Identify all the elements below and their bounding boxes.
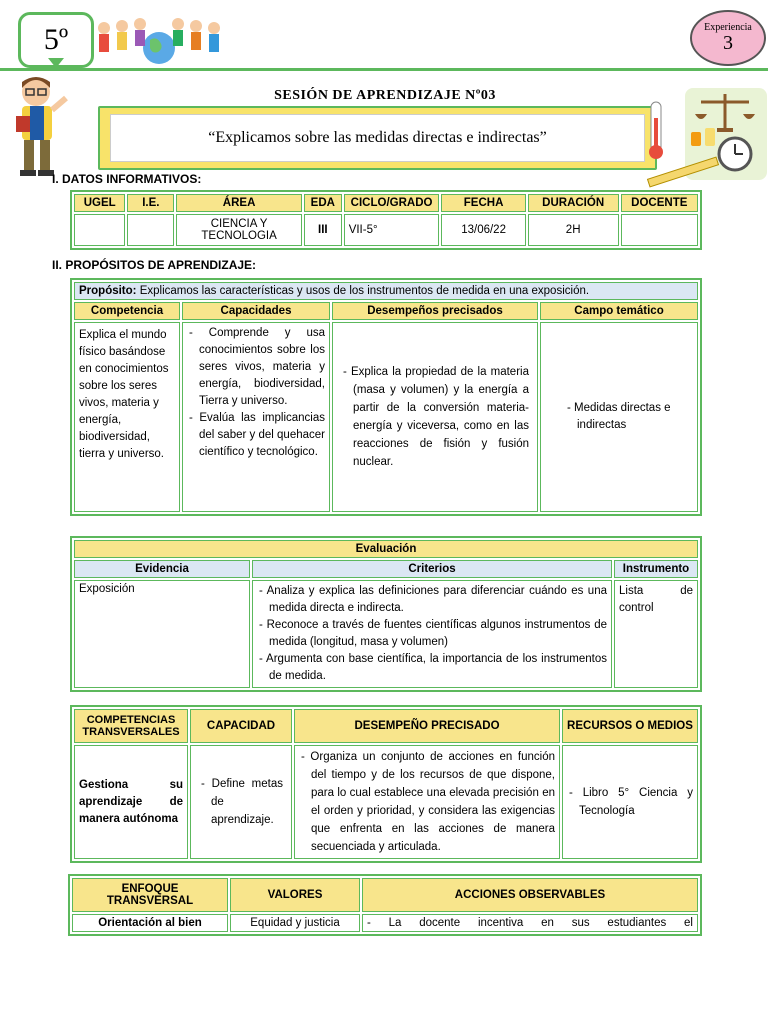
col-docente: DOCENTE (621, 194, 698, 212)
desempeno-transversal-cell (294, 745, 560, 859)
evidencia-cell: Exposición (74, 580, 250, 688)
enfoque-body-row (72, 914, 698, 932)
col-ciclo: CICLO/GRADO (344, 194, 440, 212)
docente-value (621, 214, 698, 246)
fecha-value: 13/06/22 (441, 214, 525, 246)
teacher-illustration (8, 72, 74, 180)
desempeno-text: - Explica la propiedad de la materia (masa y volumen) y la energía a partir de la conversión materia-energía y viceversa, como en las reacciones de fisión y fusión nuclear. (343, 366, 529, 468)
propositos-header-row (74, 302, 698, 320)
proposito-label: Propósito: (79, 285, 137, 297)
col-capacidad: CAPACIDAD (190, 709, 292, 743)
evaluacion-header-row (74, 560, 698, 578)
col-fecha: FECHA (441, 194, 525, 212)
col-desempenos: Desempeños precisados (332, 302, 538, 320)
col-competencias-transversales: COMPETENCIAS TRANSVERSALES (74, 709, 188, 743)
capacidad-transversal-cell (190, 745, 292, 859)
col-recursos: RECURSOS O MEDIOS (562, 709, 698, 743)
col-evidencia: Evidencia (74, 560, 250, 578)
evaluacion-table (70, 536, 702, 692)
eda-value: III (304, 214, 342, 246)
datos-table (70, 190, 702, 250)
instrumento-cell: Lista de control (614, 580, 698, 688)
section-propositos-heading: II. PROPÓSITOS DE APRENDIZAJE: (52, 258, 257, 272)
ugel-value (74, 214, 125, 246)
capacidad-transversal-text: - Define metas de aprendizaje. (201, 778, 283, 826)
section-datos-heading: I. DATOS INFORMATIVOS: (52, 172, 202, 186)
desempenos-cell (332, 322, 538, 512)
propositos-table (70, 278, 702, 516)
col-criterios: Criterios (252, 560, 612, 578)
criterios-cell (252, 580, 612, 688)
col-acciones: ACCIONES OBSERVABLES (362, 878, 698, 912)
desempeno-transversal-text: - Organiza un conjunto de acciones en función del tiempo y de los recursos de que dispone, para lo cual establece una elevada precisión en el orden y prioridad, y considera las exigencias que enfrenta en las acciones de manera secuenciada y articulada. (301, 751, 555, 853)
children-globe-illustration (92, 14, 227, 66)
proposito-row (74, 282, 698, 300)
col-valores: VALORES (230, 878, 360, 912)
datos-value-row (74, 214, 698, 246)
col-eda: EDA (304, 194, 342, 212)
acciones-value: - La docente incentiva en sus estudiantes el (362, 914, 698, 932)
propositos-body-row (74, 322, 698, 512)
capacidad-item: - Evalúa las implicancias del saber y del quehacer científico y tecnológico. (189, 412, 325, 458)
campo-cell (540, 322, 698, 512)
criterio-item: - Argumenta con base científica, la importancia de los instrumentos de medida. (259, 653, 607, 682)
transversal-table (70, 705, 702, 863)
enfoque-header-row (72, 878, 698, 912)
col-desempeno-precisado: DESEMPEÑO PRECISADO (294, 709, 560, 743)
header-divider (0, 68, 768, 71)
ie-value (127, 214, 174, 246)
recursos-text: - Libro 5° Ciencia y Tecnología (569, 787, 693, 817)
grade-text: 5º (43, 23, 69, 56)
col-enfoque: ENFOQUE TRANSVERSAL (72, 878, 228, 912)
col-ie: I.E. (127, 194, 174, 212)
evaluacion-title-row (74, 540, 698, 558)
proposito-cell (74, 282, 698, 300)
capacidad-item: - Comprende y usa conocimientos sobre los seres vivos, materia y energía, biodiversidad, Tierra y universo. (189, 327, 325, 407)
valores-value: Equidad y justicia (230, 914, 360, 932)
transversal-header-row (74, 709, 698, 743)
evaluacion-title: Evaluación (74, 540, 698, 558)
area-value: CIENCIA Y TECNOLOGIA (176, 214, 302, 246)
enfoque-table (68, 874, 702, 936)
grade-badge-tail (48, 58, 64, 68)
measuring-instruments-illustration (645, 88, 767, 188)
col-competencia: Competencia (74, 302, 180, 320)
campo-text: - Medidas directas e indirectas (567, 402, 671, 431)
evaluacion-body-row (74, 580, 698, 688)
col-campo: Campo temático (540, 302, 698, 320)
duracion-value: 2H (528, 214, 619, 246)
main-title-frame (98, 106, 657, 170)
experience-badge (690, 10, 766, 66)
enfoque-value: Orientación al bien (72, 914, 228, 932)
competencia-transversal-cell: Gestiona su aprendizaje de manera autónoma (74, 745, 188, 859)
criterio-item: - Analiza y explica las definiciones para diferenciar cuándo es una medida directa e indirecta. (259, 585, 607, 614)
col-ugel: UGEL (74, 194, 125, 212)
col-area: ÁREA (176, 194, 302, 212)
experience-label: Experiencia (704, 22, 752, 33)
session-title: SESIÓN DE APRENDIZAJE Nº03 (274, 88, 496, 103)
criterio-item: - Reconoce a través de fuentes científicas algunos instrumentos de medida (longitud, masa y volumen) (259, 619, 607, 648)
col-capacidades: Capacidades (182, 302, 330, 320)
col-instrumento: Instrumento (614, 560, 698, 578)
ciclo-value: VII-5° (344, 214, 440, 246)
transversal-body-row (74, 745, 698, 859)
datos-header-row (74, 194, 698, 212)
col-duracion: DURACIÓN (528, 194, 619, 212)
proposito-text: Explicamos las características y usos de los instrumentos de medida en una exposición. (136, 285, 590, 297)
main-title: “Explicamos sobre las medidas directas e indirectas” (110, 114, 645, 162)
experience-number: 3 (723, 32, 733, 54)
competencia-cell: Explica el mundo físico basándose en conocimientos sobre los seres vivos, materia y energía, biodiversidad, tierra y universo. (74, 322, 180, 512)
capacidades-cell (182, 322, 330, 512)
recursos-cell (562, 745, 698, 859)
